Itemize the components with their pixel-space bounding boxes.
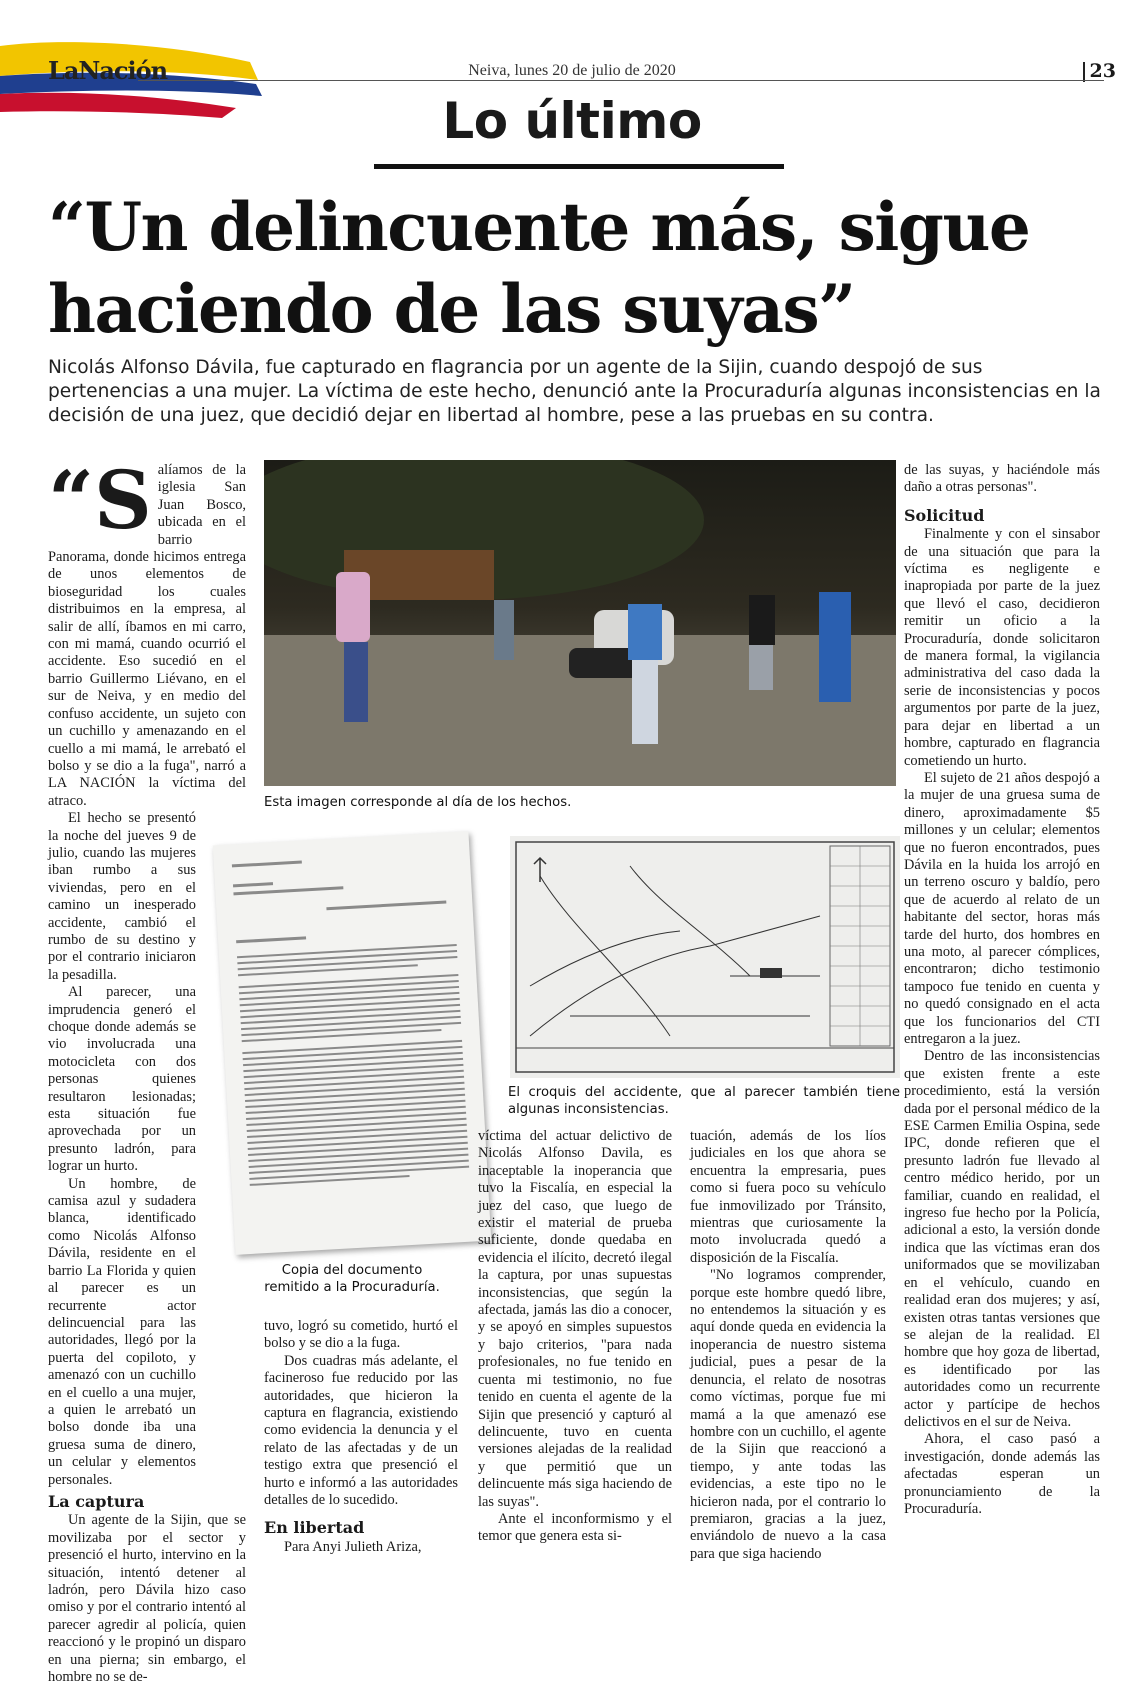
section-title: Lo último (442, 92, 702, 150)
page-number: 23 (1089, 60, 1116, 82)
paragraph: Para Anyi Julieth Ariza, (284, 1538, 422, 1555)
article-column-4 (690, 1128, 886, 1563)
paragraph: Al parecer, una imprudencia generó el choque donde además se vio involucrada una motocicleta con dos personas quienes resultaron lesionadas; esta situación fue aprovechada por un presunto ladrón, para lograr un hurto. (48, 984, 196, 1175)
paragraph: El hecho se presentó la noche del jueves 9 de julio, cuando las mujeres iban rumbo a sus viviendas, pero en el camino un inesperado accidente, cambió el rumbo de su destino y por el contrario iniciaron la pesadilla. (48, 810, 196, 983)
document-caption: Copia del documento remitido a la Procuraduría. (264, 1263, 440, 1295)
paragraph: Un hombre, de camisa azul y sudadera blanca, identificado como Nicolás Alfonso Dávila, residente en el barrio La Florida y quien al parecer es un recurrente actor delincuencial para las autoridades, llegó por la puerta del copiloto, y amenazó con un cuchillo en el cuello a una mujer, a quien le arrebató un bolso donde iba una gruesa suma de dinero, un celular y elementos personales. (48, 1175, 196, 1488)
paragraph: "No logramos comprender, porque este hombre quedó libre, no entendemos la situación y es aquí donde queda en evidencia la inoperancia de nuestro sistema judicial, pues a pesar de la denuncia, el relato de nosotras como víctimas, porque fue mi mamá a la que amenazó ese hombre con un cuchillo, el agente de la Sijin que reaccionó a tiempo, y ante todas las evidencias, a este tipo no le hicieron nada, por el contrario lo premiaron, gracias a la juez, enviándolo de nuevo a la casa para que siga haciendo (690, 1267, 886, 1562)
sketch-caption: El croquis del accidente, que al parecer también tiene algunas inconsistencias. (508, 1085, 900, 1117)
headline-line-2: haciendo de las suyas” (48, 270, 855, 348)
paragraph: víctima del actuar delictivo de Nicolás Alfonso Davila, es inaceptable la inoperancia que tuvo la Fiscalía, en especial la juez del caso, que luego de existir el material de prueba suficiente, donde quedaba en evidencia el ilícito, decretó ilegal la captura, por unas supuestas inconsistencias, que según la afectada, jamás las dio a conocer, y se apoyó en simples supuestos y bajo criterios, "para nada profesionales, no fue tenido en cuenta mi testimonio, no fue tenido en cuenta el agente de la Sijin que presenció y capturó al delincuente, tuvo en cuenta versiones alejadas de la realidad y que permitió que un delincuente más siga haciendo de las suyas". (478, 1128, 672, 1510)
photo-caption: Esta imagen corresponde al día de los hechos. (264, 795, 572, 810)
paragraph: tuvo, logró su cometido, hurtó el bolso y se dio a la fuga. (264, 1318, 458, 1352)
paragraph: Dos cuadras más adelante, el facineroso fue reducido por las autoridades, que hicieron la captura en flagrancia, existiendo como evidencia la denuncia y el relato de las afectadas y de un testigo extra que presenció el hurto e informó a las autoridades detalles de lo sucedido. (264, 1352, 458, 1509)
article-column-3 (478, 1128, 672, 1546)
subhead-en-libertad: En libertad (264, 1518, 365, 1538)
issue-date: Neiva, lunes 20 de julio de 2020 (468, 62, 676, 79)
article-column-1 (48, 453, 246, 1686)
paragraph: Un agente de la Sijin, que se movilizaba por el sector y presenció el hurto, intervino en la situación, intentó detener al ladrón, pero Dávila hizo caso omiso y por el contrario intentó al parecer agredir al policía, quien reaccionó y le propinó un disparo en una pierna; sin embargo, el hombre no se de- (48, 1512, 246, 1686)
paragraph: Ahora, el caso pasó a investigación, donde además las afectadas esperan un pronunciamiento de la Procuraduría. (904, 1431, 1100, 1517)
night-scene-photo (264, 460, 896, 786)
subhead-la-captura: La captura (48, 1491, 145, 1511)
header-rule (138, 80, 1104, 81)
paragraph: Dentro de las inconsistencias que existen frente a este procedimiento, está la versión dada por el personal médico de la ESE Carmen Emilia Ospina, sede IPC, donde refieren que el presunto ladrón fue llevado al centro médico herido, por un familiar, cuando en realidad, el ingreso fue hecho por la Policía, adicional a esto, la versión donde indica que las víctimas eran dos uniformados que se movilizaban en el vehículo, cuando en realidad eran dos mujeres; y así, existen otras tantas versiones que se alejan de la realidad. El hombre que hoy goza de libertad, es identificado por las autoridades como un recurrente actor y partícipe de hechos delictivos en el sur de Neiva. (904, 1048, 1100, 1430)
document-text-lines (213, 831, 491, 1255)
paragraph: Finalmente y con el sinsabor de una situación que para la víctima es negligente e inapropiada por parte de la juez que llevó el caso, decidieron remitir un oficio a la Procuraduría, donde solicitaron de manera formal, la vigilancia administrativa del caso dada la serie de inconsistencias y pocos argumentos por parte de la juez, para dejar en libertad a un hombre, capturado en flagrancia cometiendo un hurto. (904, 526, 1100, 769)
section-underline (374, 164, 784, 169)
document-copy-image (213, 831, 491, 1255)
paragraph: de las suyas, y haciéndole más daño a otras personas". (904, 462, 1100, 496)
paragraph: alíamos de la iglesia San Juan Bosco, ubicada en el barrio Panorama, donde hicimos entrega de unos elementos de bioseguridad los cuales distribuimos en la empresa, al salir de allí, íbamos en mi carro, con mi mamá, cuando ocurrió el accidente. Eso sucedió en el barrio Guillermo Liévano, en el sur de Neiva, y en medio del confuso accidente, un sujeto con un cuchillo y amenazando en el cuello a mi mamá, le arrebató el bolso y se dio a la fuga", narró a LA NACIÓN la víctima del atraco. (48, 462, 246, 809)
article-column-2 (264, 1318, 458, 1556)
newspaper-logo: LaNación (48, 56, 168, 85)
lede: Nicolás Alfonso Dávila, fue capturado en flagrancia por un agente de la Sijin, cuando despojó de sus pertenencias a una mujer. La víctima de este hecho, denunció ante la Procuraduría algunas inconsistencias en la decisión de una juez, que decidió dejar en libertad al hombre, pese a las pruebas en su contra. (48, 357, 1101, 426)
paragraph: tuación, además de los líos judiciales en los que ahora se encuentra la empresaria, pues como si fuera poco su vehículo fue inmovilizado por Tránsito, mientras que curiosamente la moto involucrada quedó a disposición de la Fiscalía. (690, 1128, 886, 1266)
paragraph: El sujeto de 21 años despojó a la mujer de una gruesa suma de dinero, aproximadamente $5 millones y un celular; elementos que no fueron encontrados, pues Dávila en la huida los arrojó en un terreno oscuro y baldío, pero que de acuerdo al relato de un habitante del sector, horas más tarde del hurto, dos hombres en una moto, al parecer cómplices, encontraron; dicho testimonio tampoco fue tenido en cuenta y no quedó consignado en el acta que los funcionarios del CTI entregaron a la juez. (904, 769, 1100, 1047)
article-column-5 (904, 462, 1100, 1518)
headline (48, 186, 1108, 350)
subhead-solicitud: Solicitud (904, 505, 985, 525)
accident-sketch-image (510, 836, 900, 1078)
headline-line-1: “Un delincuente más, sigue (48, 188, 1030, 266)
drop-cap: “S (48, 453, 152, 547)
paragraph: Ante el inconformismo y el temor que genera esta si- (478, 1510, 672, 1545)
